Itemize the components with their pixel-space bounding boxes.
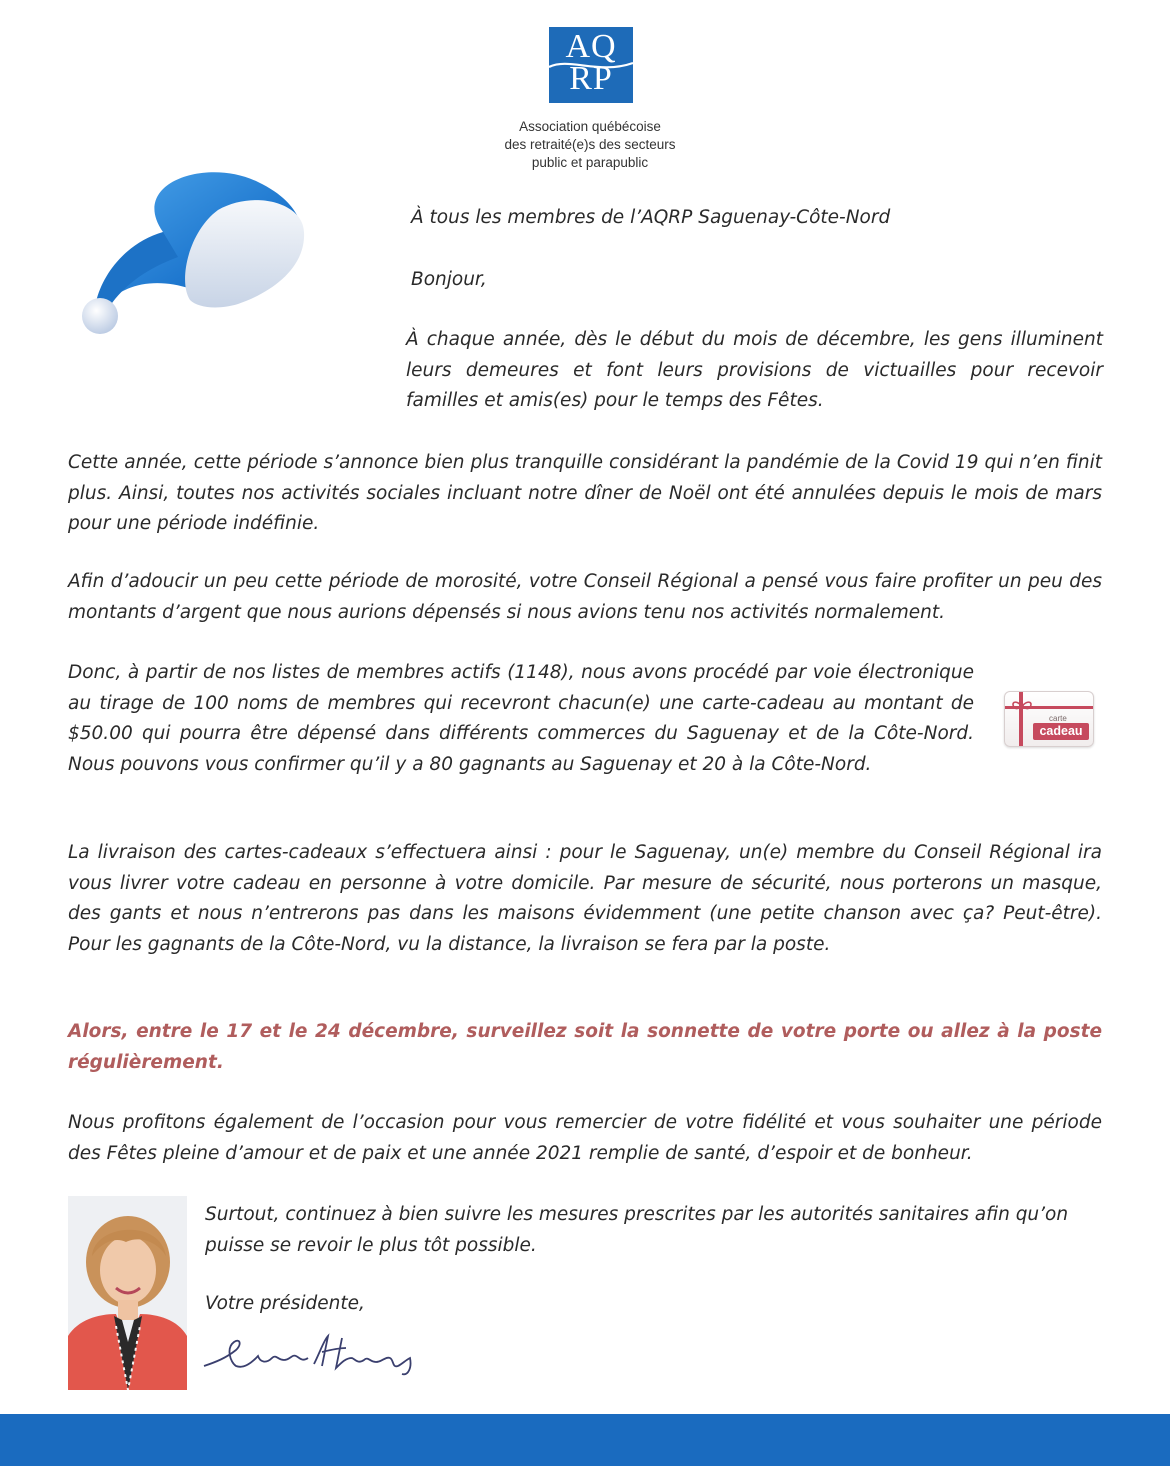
logo-caption-line: Association québécoise [519, 119, 661, 134]
footer-band [0, 1414, 1170, 1466]
paragraph-closing: Surtout, continuez à bien suivre les mesures prescrites par les autorités sanitaires afin qu’on puisse se revoir le plus tôt possible. [205, 1204, 1069, 1256]
logo-caption-line: public et parapublic [531, 155, 649, 170]
recipient-line: À tous les membres de l’AQRP Saguenay-Côte-Nord [411, 207, 891, 228]
aqrp-logo [549, 27, 633, 103]
president-signature [196, 1328, 426, 1378]
gift-card-image [1004, 691, 1094, 747]
gift-bow-icon [1011, 697, 1033, 715]
signoff: Votre présidente, [205, 1293, 365, 1314]
logo-caption [470, 118, 710, 172]
highlight-dates: Alors, entre le 17 et le 24 décembre, surveillez soit la sonnette de votre porte ou allez à la poste régulièrement. [68, 1021, 1102, 1073]
santa-hat-icon [68, 162, 318, 342]
logo-text-top: AQ [565, 28, 617, 65]
paragraph-wishes: Nous profitons également de l’occasion pour vous remercier de votre fidélité et vous souhaiter une période des Fêtes pleine d’amour et de paix et une année 2021 remplie de santé, d’espoir et de bonheur. [68, 1112, 1102, 1164]
gift-card-main-label: cadeau [1033, 723, 1089, 740]
paragraph-covid: Cette année, cette période s’annonce bien plus tranquille considérant la pandémie de la Covid 19 qui n’en finit plus. Ainsi, toutes nos activités sociales incluant notre dîner de Noël ont été annulées depuis le mois de mars pour une période indéfinie. [68, 452, 1102, 534]
salutation: Bonjour, [411, 269, 487, 290]
logo-text-bottom: RP [569, 60, 613, 97]
paragraph-delivery: La livraison des cartes-cadeaux s’effectuera ainsi : pour le Saguenay, un(e) membre du Conseil Régional ira vous livrer votre cadeau en personne à votre domicile. Par mesure de sécurité, nous porterons un masque, des gants et nous n’entrerons pas dans les maisons évidemment (une petite chanson avec ça? Peut-être). Pour les gagnants de la Côte-Nord, vu la distance, la livraison se fera par la poste. [68, 842, 1102, 955]
logo-caption-line: des retraité(e)s des secteurs [504, 137, 676, 152]
paragraph-intro: À chaque année, dès le début du mois de décembre, les gens illuminent leurs demeures et font leurs provisions de victuailles pour recevoir familles et amis(es) pour le temps des Fêtes. [406, 329, 1103, 411]
paragraph-council: Afin d’adoucir un peu cette période de morosité, votre Conseil Régional a pensé vous faire profiter un peu des montants d’argent que nous aurions dépensés si nous avions tenu nos activités normalement. [68, 571, 1102, 623]
gift-card-small-label: carte [1049, 714, 1067, 723]
president-portrait [68, 1196, 187, 1390]
paragraph-draw: Donc, à partir de nos listes de membres actifs (1148), nous avons procédé par voie électronique au tirage de 100 noms de membres qui recevront chacun(e) une carte-cadeau au montant de $50.00 qui pourra être dépensé dans différents commerces du Saguenay et de la Côte-Nord. Nous pouvons vous confirmer qu’il y a 80 gagnants au Saguenay et 20 à la Côte-Nord. [68, 662, 974, 775]
